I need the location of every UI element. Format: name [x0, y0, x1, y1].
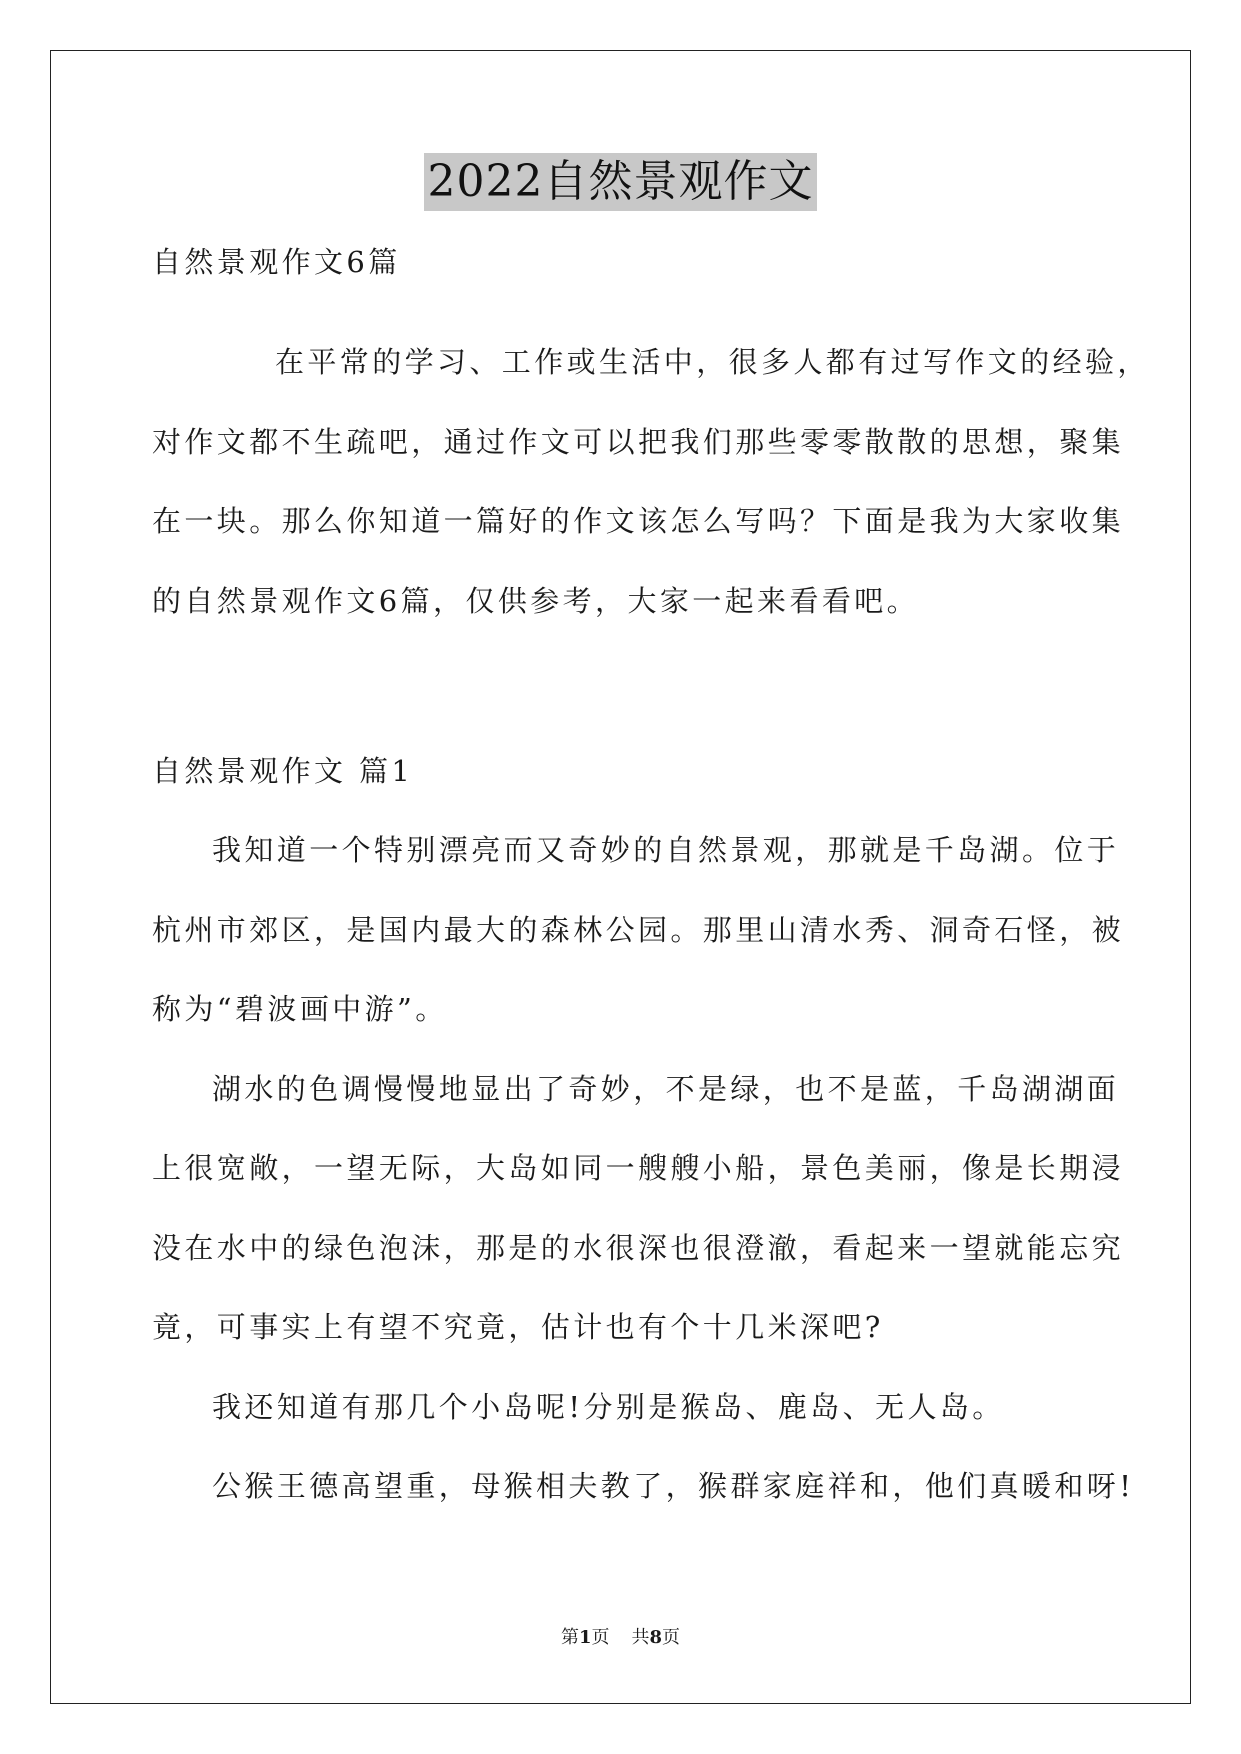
paragraph-line: 称为“碧波画中游”。	[152, 992, 448, 1026]
total-unit: 页	[662, 1627, 681, 1648]
paragraph-line: 竟，可事实上有望不究竟，估计也有个十几米深吧?	[152, 1310, 884, 1344]
paragraph-line: 对作文都不生疏吧，通过作文可以把我们那些零零散散的思想，聚集	[152, 425, 1125, 459]
current-page-number: 1	[578, 1627, 592, 1648]
page-footer	[0, 1626, 1241, 1650]
page-border	[50, 50, 1191, 1704]
subtitle: 自然景观作文6篇	[152, 245, 401, 279]
document-title: 2022自然景观作文	[424, 153, 818, 211]
page-unit: 页	[591, 1627, 610, 1648]
page-prefix: 第	[560, 1627, 579, 1648]
paragraph-line: 湖水的色调慢慢地显出了奇妙，不是绿，也不是蓝，千岛湖湖面	[212, 1072, 1120, 1106]
title-container	[0, 153, 1241, 211]
total-prefix: 共	[631, 1627, 650, 1648]
paragraph-line: 在平常的学习、工作或生活中，很多人都有过写作文的经验，	[275, 345, 1150, 379]
paragraph-line: 公猴王德高望重，母猴相夫教了，猴群家庭祥和，他们真暖和呀!	[212, 1469, 1135, 1503]
paragraph-line: 上很宽敞，一望无际，大岛如同一艘艘小船，景色美丽，像是长期浸	[152, 1151, 1125, 1185]
paragraph-line: 在一块。那么你知道一篇好的作文该怎么写吗？下面是我为大家收集	[152, 504, 1125, 538]
paragraph-line: 杭州市郊区，是国内最大的森林公园。那里山清水秀、洞奇石怪，被	[152, 913, 1125, 947]
section-heading: 自然景观作文 篇1	[152, 754, 414, 788]
paragraph-line: 我还知道有那几个小岛呢!分别是猴岛、鹿岛、无人岛。	[212, 1390, 1005, 1424]
paragraph-line: 我知道一个特别漂亮而又奇妙的自然景观，那就是千岛湖。位于	[212, 833, 1120, 867]
paragraph-line: 的自然景观作文6篇，仅供参考，大家一起来看看吧。	[152, 584, 920, 618]
total-pages-number: 8	[649, 1627, 663, 1648]
paragraph-line: 没在水中的绿色泡沫，那是的水很深也很澄澈，看起来一望就能忘究	[152, 1231, 1125, 1265]
